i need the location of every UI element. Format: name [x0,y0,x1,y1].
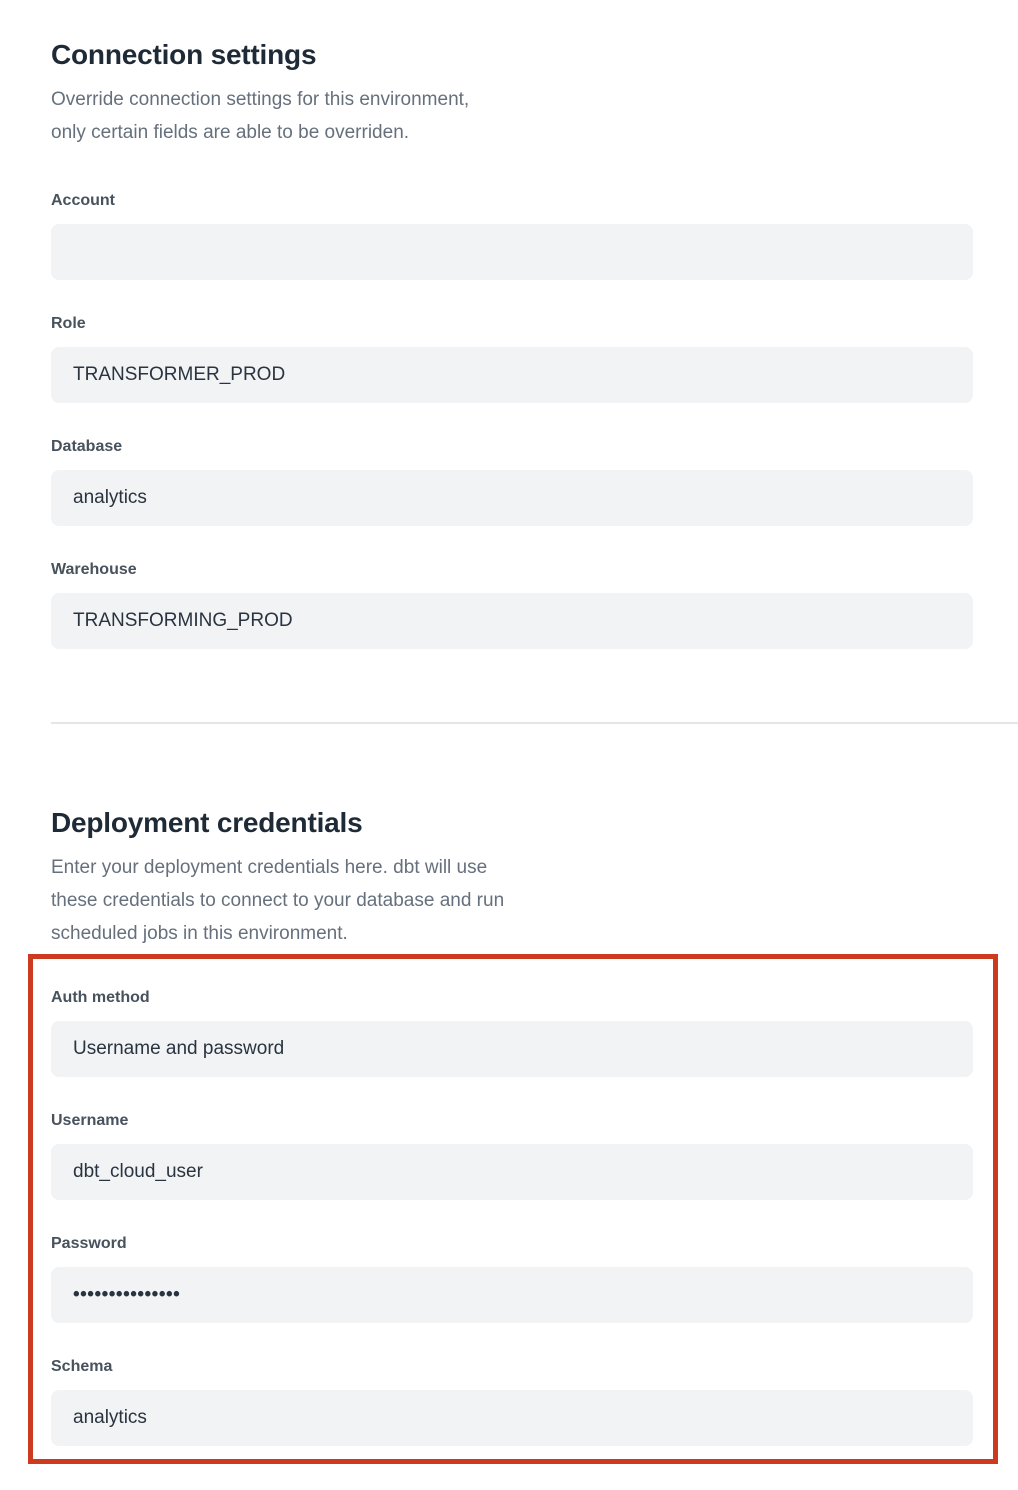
deployment-credentials-description [51,851,973,950]
description-line: these credentials to connect to your database and run [51,890,505,911]
schema-input[interactable] [51,1390,973,1446]
account-field-group [51,191,973,280]
auth-method-input[interactable] [51,1021,973,1077]
description-line: only certain fields are able to be overriden. [51,122,410,143]
database-field-group [51,437,973,526]
username-input[interactable] [51,1144,973,1200]
role-label: Role [51,315,86,332]
description-line: Enter your deployment credentials here. dbt will use [51,857,488,878]
account-input[interactable] [51,224,973,280]
role-input[interactable] [51,347,973,403]
connection-settings-title: Connection settings [51,39,317,70]
role-field-group [51,314,973,403]
deployment-credentials-section [51,805,973,1464]
username-field-group [51,1111,973,1200]
username-label: Username [51,1112,129,1129]
database-label: Database [51,438,123,455]
auth-method-label: Auth method [51,989,150,1006]
database-input[interactable] [51,470,973,526]
password-label: Password [51,1235,127,1252]
password-input[interactable] [51,1267,973,1323]
deployment-credentials-title: Deployment credentials [51,807,363,838]
warehouse-field-group [51,560,973,649]
schema-label: Schema [51,1358,113,1375]
auth-method-field-group [51,988,973,1077]
warehouse-label: Warehouse [51,561,137,578]
account-label: Account [51,192,115,209]
credentials-highlight-annotation [28,954,998,1464]
warehouse-input[interactable] [51,593,973,649]
password-field-group [51,1234,973,1323]
description-line: scheduled jobs in this environment. [51,923,348,944]
connection-settings-section [51,37,973,649]
schema-field-group [51,1357,973,1446]
connection-settings-description [51,83,973,149]
description-line: Override connection settings for this environment, [51,89,470,110]
section-divider [51,722,1018,724]
